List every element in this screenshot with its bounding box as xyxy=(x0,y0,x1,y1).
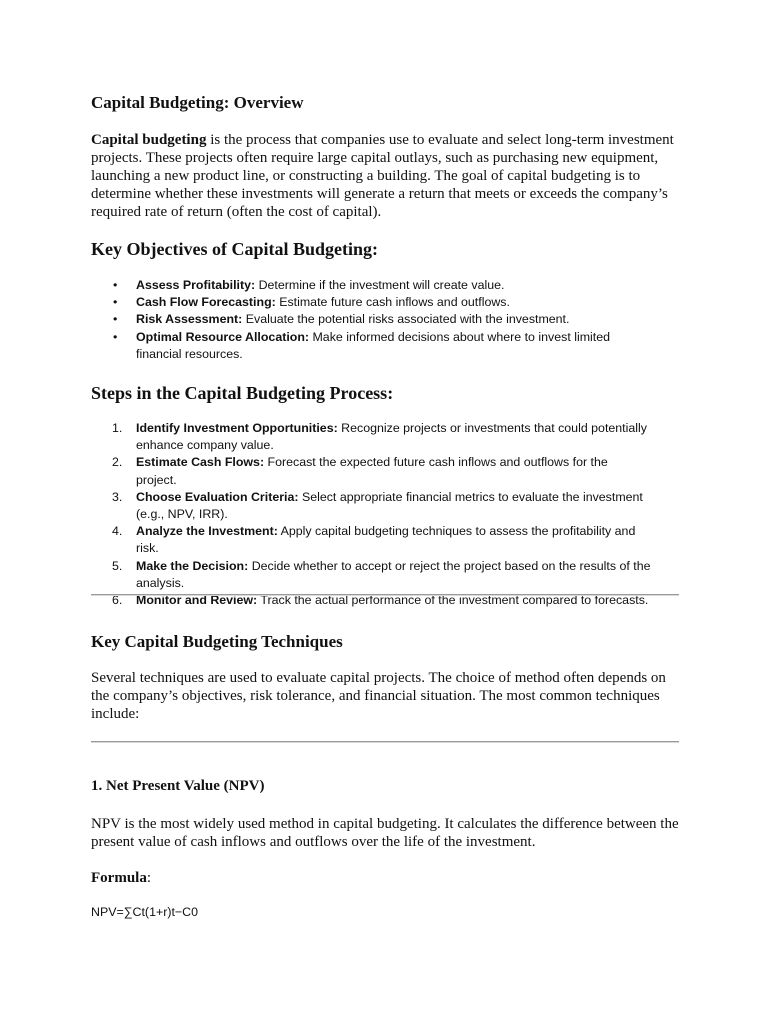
item-text: Track the actual performance of the investment compared to forecasts. xyxy=(257,593,649,608)
overview-paragraph xyxy=(91,131,679,221)
objectives-list xyxy=(91,277,651,363)
item-term: Cash Flow Forecasting: xyxy=(136,295,276,310)
item-term: Estimate Cash Flows: xyxy=(136,455,265,470)
list-item xyxy=(91,489,651,523)
npv-paragraph: NPV is the most widely used method in capital budgeting. It calculates the difference between the present value of cash inflows and outflows over the life of the investment. xyxy=(91,816,679,850)
list-item xyxy=(91,277,651,294)
list-item xyxy=(91,329,651,363)
item-text: Select appropriate financial metrics to evaluate the investment (e.g., NPV, IRR). xyxy=(136,489,643,522)
steps-heading: Steps in the Capital Budgeting Process: xyxy=(91,383,394,403)
list-item xyxy=(91,420,651,454)
item-number: 3. xyxy=(112,489,123,504)
item-text: Recognize projects or investments that could potentially enhance company value. xyxy=(136,421,647,453)
formula-label xyxy=(91,869,151,887)
horizontal-divider xyxy=(91,594,679,596)
item-term: Risk Assessment: xyxy=(136,312,243,327)
list-item xyxy=(91,558,651,592)
objectives-heading: Key Objectives of Capital Budgeting: xyxy=(91,239,378,259)
item-number: 2. xyxy=(112,455,123,470)
item-number: 5. xyxy=(112,558,123,573)
item-term: Analyze the Investment: xyxy=(136,524,278,539)
overview-heading: Capital Budgeting: Overview xyxy=(91,93,304,112)
npv-heading: 1. Net Present Value (NPV) xyxy=(91,778,265,794)
item-text: Apply capital budgeting techniques to assess the profitability and risk. xyxy=(136,524,636,556)
intro-text: is the process that companies use to evaluate and select long-term investment projects. These projects often require large capital outlays, such as purchasing new equipment, launching a new product line, or constructing a building. The goal of capital budgeting is to determine whether these investments will generate a return that meets or exceeds the company’s required rate of return (often the cost of capital). xyxy=(91,132,674,220)
item-term: Assess Profitability: xyxy=(136,278,256,292)
item-term: Optimal Resource Allocation: xyxy=(136,329,310,344)
item-term: Monitor and Review: xyxy=(136,593,258,608)
steps-list xyxy=(91,420,651,609)
item-number: 6. xyxy=(112,593,123,608)
item-text: Estimate future cash inflows and outflows. xyxy=(275,295,510,310)
list-item xyxy=(91,523,651,557)
item-text: Decide whether to accept or reject the project based on the results of the analysis. xyxy=(136,558,651,590)
techniques-heading: Key Capital Budgeting Techniques xyxy=(91,632,343,651)
npv-equation: NPV=∑Ct(1+r)t−C0 xyxy=(91,905,198,919)
item-text: Forecast the expected future cash inflows and outflows for the project. xyxy=(136,455,608,487)
item-number: 1. xyxy=(112,421,123,435)
list-item xyxy=(91,294,651,311)
list-item xyxy=(91,454,651,488)
item-term: Choose Evaluation Criteria: xyxy=(136,489,299,504)
item-text: Evaluate the potential risks associated with the investment. xyxy=(242,312,570,327)
horizontal-divider xyxy=(91,741,679,743)
item-text: Make informed decisions about where to invest limited financial resources. xyxy=(136,329,611,361)
item-term: Identify Investment Opportunities: xyxy=(136,421,338,435)
list-item xyxy=(91,311,651,328)
techniques-paragraph: Several techniques are used to evaluate capital projects. The choice of method often depends on the company’s objectives, risk tolerance, and financial situation. The most common techniques include: xyxy=(91,670,666,722)
item-term: Make the Decision: xyxy=(136,558,249,573)
item-number: 4. xyxy=(112,524,123,539)
formula-label-bold: Formula xyxy=(91,870,147,886)
item-text: Determine if the investment will create value. xyxy=(255,278,505,292)
intro-bold-term: Capital budgeting xyxy=(91,132,207,148)
formula-colon: : xyxy=(146,870,151,886)
